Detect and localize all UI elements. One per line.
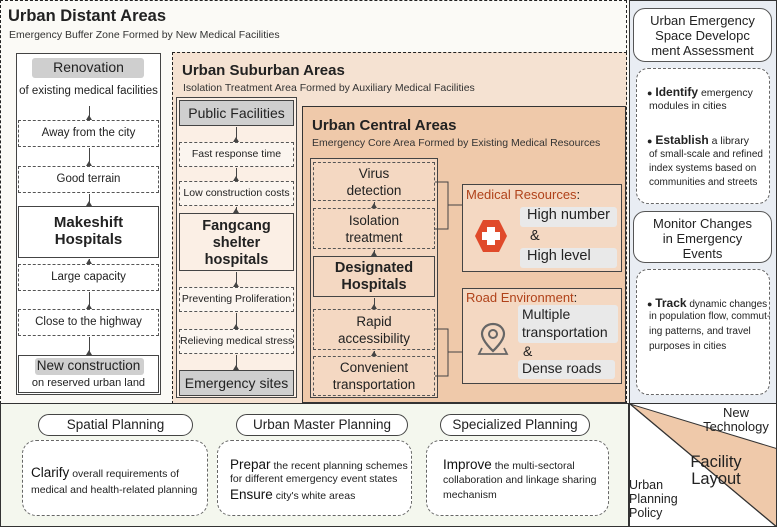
- central-title: Urban Central Areas: [312, 117, 457, 134]
- arrow: [89, 194, 90, 205]
- rapid-box: Rapid accessibility: [313, 309, 435, 350]
- spatial-planning-pill: Spatial Planning: [38, 414, 193, 436]
- arrow: [236, 168, 237, 180]
- low-cost-box: Low construction costs: [179, 181, 294, 206]
- prevent-box: Preventing Proliferation: [179, 287, 294, 312]
- suburban-subtitle: Isolation Treatment Area Formed by Auxiliary Medical Facilities: [183, 82, 475, 94]
- arrow: [236, 207, 237, 212]
- monitor-header: Monitor Changes in Emergency Events: [633, 211, 772, 263]
- isolation-box: Isolation treatment: [313, 208, 435, 249]
- fangcang-box: Fangcang shelter hospitals: [179, 213, 294, 271]
- medical-resources-label: Medical Resources:: [466, 187, 581, 202]
- arrow: [89, 292, 90, 308]
- fast-response-box: Fast response time: [179, 142, 294, 167]
- highway-box: Close to the highway: [18, 309, 159, 336]
- arrow: [374, 298, 375, 308]
- suburban-title: Urban Suburban Areas: [182, 62, 345, 79]
- spatial-planning-box: Clarify overall requirements of medical and health-related planning: [22, 440, 208, 516]
- road-environment-label: Road Environment:: [466, 290, 578, 305]
- amp-text-2: &: [523, 343, 533, 359]
- designated-hospitals-box: Designated Hospitals: [313, 256, 435, 297]
- arrow: [236, 272, 237, 286]
- relieve-box: Relieving medical stress: [179, 329, 294, 354]
- high-number-text: High number: [527, 207, 611, 223]
- arrow: [89, 259, 90, 263]
- distant-subtitle: Emergency Buffer Zone Formed by New Medical Facilities: [9, 29, 280, 41]
- arrow: [374, 250, 375, 255]
- renovation-desc: of existing medical facilities: [19, 85, 158, 97]
- arrow: [236, 313, 237, 328]
- renovation-title: Renovation: [53, 59, 124, 75]
- location-pin-icon: [477, 322, 509, 356]
- arrow: [236, 355, 237, 369]
- assessment-header: Urban Emergency Space Developc ment Assessment: [633, 8, 772, 62]
- medical-cross-icon: [474, 219, 508, 253]
- assessment-details: ● Identify emergency modules in cities ● Establish a library of small-scale and refined index systems based on communities and streets: [636, 68, 770, 204]
- high-level-text: High level: [527, 248, 591, 264]
- new-construction-box: New construction on reserved urban land: [18, 355, 159, 393]
- dense-roads-text: Dense roads: [522, 360, 602, 376]
- convenient-box: Convenient transportation: [313, 356, 435, 396]
- master-planning-pill: Urban Master Planning: [236, 414, 408, 436]
- arrow: [236, 127, 237, 141]
- multiple-text: Multiple: [522, 306, 571, 322]
- master-planning-box: Prepar the recent planning schemes for different emergency event states Ensure city's white areas: [217, 440, 412, 516]
- amp-text: &: [530, 228, 540, 244]
- central-subtitle: Emergency Core Area Formed by Existing Medical Resources: [312, 137, 601, 149]
- arrow: [374, 202, 375, 207]
- transportation-text: transportation: [522, 324, 608, 340]
- renovation-box: [18, 55, 159, 105]
- makeshift-hospitals-box: Makeshift Hospitals: [18, 206, 159, 258]
- monitor-details: ● Track dynamic changes in population flow, commut- ing patterns, and travel purposes in cities: [636, 269, 770, 395]
- away-box: Away from the city: [18, 120, 159, 147]
- arrow: [374, 351, 375, 355]
- terrain-box: Good terrain: [18, 166, 159, 193]
- urban-planning-policy-label: Urban Planning Policy: [629, 478, 678, 520]
- capacity-box: Large capacity: [18, 264, 159, 291]
- emergency-sites-box: Emergency sites: [179, 370, 294, 396]
- public-facilities-box: Public Facilities: [179, 100, 294, 126]
- virus-box: Virus detection: [313, 162, 435, 201]
- specialized-planning-box: Improve the multi-sectoral collaboration and linkage sharing mechanism: [426, 440, 609, 516]
- arrow: [89, 337, 90, 354]
- new-technology-label: New Technology: [703, 405, 769, 434]
- arrow: [89, 106, 90, 119]
- distant-title: Urban Distant Areas: [8, 7, 167, 25]
- arrow: [89, 148, 90, 165]
- specialized-planning-pill: Specialized Planning: [440, 414, 590, 436]
- facility-layout-label: Facility Layout: [690, 453, 742, 488]
